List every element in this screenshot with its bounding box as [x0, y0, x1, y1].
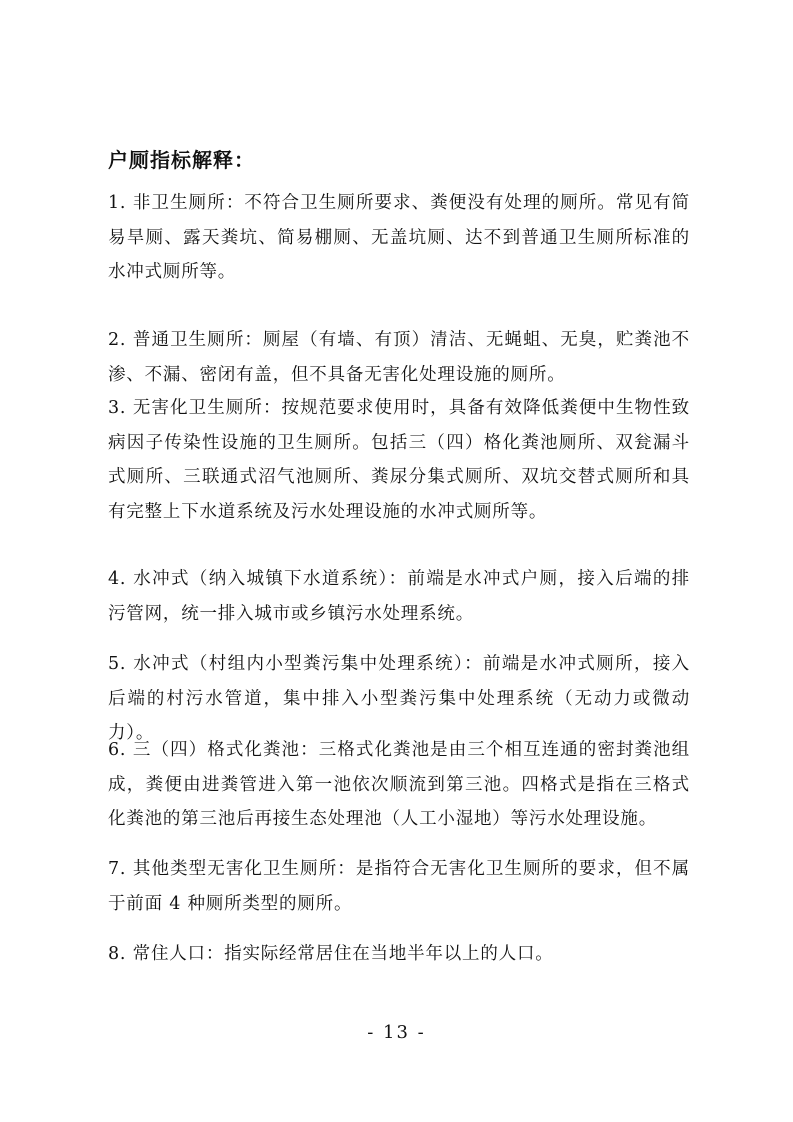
definition-paragraph-5: 5. 水冲式（村组内小型粪污集中处理系统）：前端是水冲式厕所，接入后端的村污水管道，集中排入小型粪污集中处理系统（无动力或微动力）。: [108, 654, 690, 743]
page-number: - 13 -: [367, 1022, 426, 1043]
definition-paragraph-4: 4. 水冲式（纳入城镇下水道系统）：前端是水冲式户厕，接入后端的排污管网，统一排入城市或乡镇污水处理系统。: [108, 569, 690, 624]
definition-paragraph-8: 8. 常住人口：指实际经常居住在当地半年以上的人口。: [108, 944, 554, 964]
definition-paragraph-1: 1. 非卫生厕所：不符合卫生厕所要求、粪便没有处理的厕所。常见有简易旱厕、露天粪坑、简易棚厕、无盖坑厕、达不到普通卫生厕所标准的水冲式厕所等。: [108, 193, 690, 282]
definition-paragraph-2: 2. 普通卫生厕所：厕屋（有墙、有顶）清洁、无蝇蛆、无臭，贮粪池不渗、不漏、密闭有盖，但不具备无害化处理设施的厕所。: [108, 330, 690, 385]
definition-paragraph-7: 7. 其他类型无害化卫生厕所：是指符合无害化卫生厕所的要求，但不属于前面 4 种厕所类型的厕所。: [108, 859, 690, 914]
section-heading: 户厕指标解释：: [108, 148, 255, 172]
definition-paragraph-6: 6. 三（四）格式化粪池：三格式化粪池是由三个相互连通的密封粪池组成，粪便由进粪管进入第一池依次顺流到第三池。四格式是指在三格式化粪池的第三池后再接生态处理池（人工小湿地）等污水处理设施。: [108, 740, 690, 829]
definition-paragraph-3: 3. 无害化卫生厕所：按规范要求使用时，具备有效降低粪便中生物性致病因子传染性设施的卫生厕所。包括三（四）格化粪池厕所、双瓮漏斗式厕所、三联通式沼气池厕所、粪尿分集式厕所、双坑交替式厕所和具有完整上下水道系统及污水处理设施的水冲式厕所等。: [108, 398, 690, 522]
